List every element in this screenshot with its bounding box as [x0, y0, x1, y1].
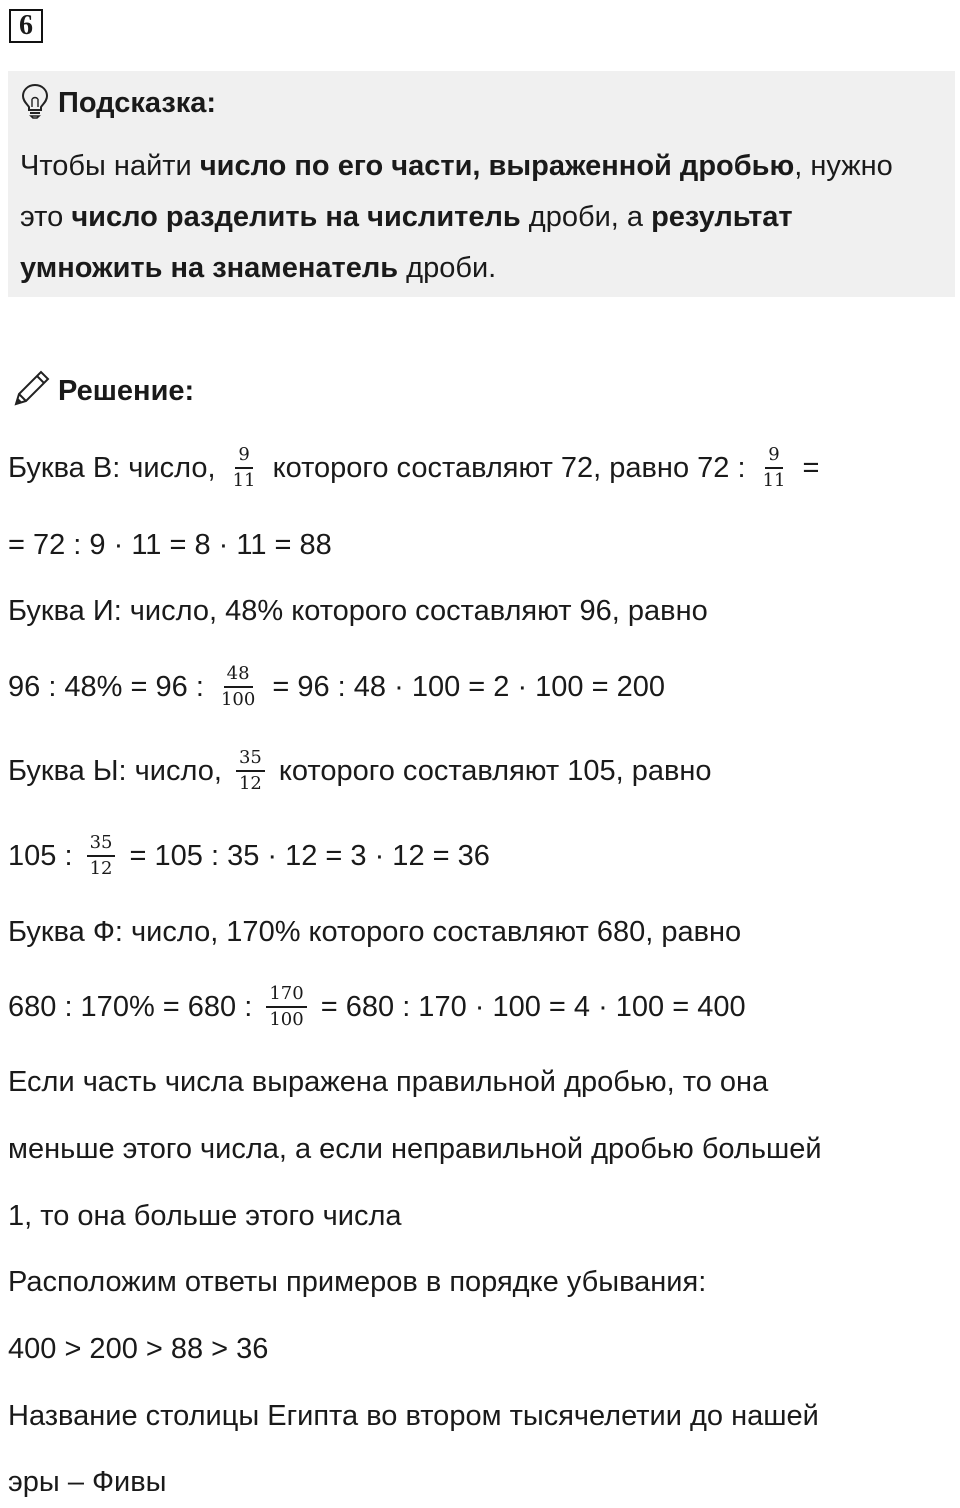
solution-line-11	[8, 1191, 402, 1241]
line-text: Расположим ответы примеров в порядке убывания:	[8, 1265, 707, 1298]
solution-line-4	[8, 662, 665, 712]
solution-line-6	[8, 831, 490, 881]
numerator: 35	[87, 833, 116, 857]
fraction	[230, 445, 259, 491]
line-text: Если часть числа выражена правильной дробью, то она	[8, 1065, 769, 1098]
fraction	[236, 748, 265, 794]
solution-line-2	[8, 520, 332, 570]
line-text: Буква Ф: число, 170% которого составляют 680, равно	[8, 915, 742, 948]
hint-header	[20, 83, 216, 124]
solution-line-13	[8, 1324, 268, 1374]
pencil-icon	[10, 368, 52, 415]
hint-text-bold: число разделить на числитель	[71, 201, 521, 233]
fraction	[266, 984, 306, 1030]
line-text: = 105 : 35 · 12 = 3 · 12 = 36	[121, 839, 490, 872]
numerator: 170	[266, 984, 306, 1008]
line-text: Буква И: число, 48% которого составляют 96, равно	[8, 594, 708, 627]
solution-line-12	[8, 1257, 706, 1307]
numerator: 35	[236, 748, 265, 772]
hint-text-bold: число по его части, выраженной дробью	[199, 150, 795, 182]
hint-text-bold: результат умножить на знаменатель	[20, 201, 793, 284]
solution-line-10	[8, 1124, 822, 1174]
line-text: 1, то она больше этого числа	[8, 1199, 402, 1232]
solution-line-5	[8, 746, 712, 796]
solution-line-8	[8, 982, 746, 1032]
hint-text-part: Чтобы найти	[20, 150, 200, 182]
line-text: меньше этого числа, а если неправильной дробью большей	[8, 1132, 822, 1165]
line-text: 96 : 48% = 96 :	[8, 670, 212, 703]
hint-text-part: дроби.	[398, 252, 497, 284]
hint-text	[20, 141, 940, 294]
hint-box	[8, 71, 955, 297]
fraction	[218, 664, 258, 710]
line-text: = 72 : 9 · 11 = 8 · 11 = 88	[8, 528, 332, 561]
hint-title: Подсказка:	[58, 87, 217, 119]
line-text: эры – Фивы	[8, 1465, 167, 1498]
line-text: 680 : 170% = 680 :	[8, 990, 261, 1023]
numerator: 48	[224, 664, 253, 688]
solution-title: Решение:	[58, 375, 195, 407]
solution-line-1	[8, 443, 819, 493]
line-text: 400 > 200 > 88 > 36	[8, 1332, 269, 1365]
line-text: которого составляют 72, равно 72 :	[264, 451, 754, 484]
numerator: 9	[235, 445, 252, 469]
line-text: 105 :	[8, 839, 81, 872]
line-text: Буква В: число,	[8, 451, 224, 484]
solution-line-14	[8, 1391, 819, 1441]
denominator: 11	[232, 470, 256, 491]
line-text: которого составляют 105, равно	[270, 754, 712, 787]
numerator: 9	[765, 445, 782, 469]
denominator: 11	[762, 470, 786, 491]
solution-header	[10, 368, 194, 415]
solution-line-9	[8, 1057, 768, 1107]
lightbulb-icon	[20, 83, 50, 124]
fraction	[87, 833, 116, 879]
line-text: Буква Ы: число,	[8, 754, 230, 787]
line-text: = 96 : 48 · 100 = 2 · 100 = 200	[264, 670, 665, 703]
hint-text-part: дроби, а	[520, 201, 652, 233]
solution-line-15	[8, 1457, 167, 1507]
task-number-box	[9, 9, 43, 43]
task-number: 6	[19, 10, 33, 41]
hint-text-part: , нужно это	[20, 150, 893, 233]
denominator: 12	[238, 773, 262, 794]
denominator: 12	[89, 858, 113, 879]
denominator: 100	[269, 1009, 304, 1030]
line-text: Название столицы Египта во втором тысячелетии до нашей	[8, 1399, 819, 1432]
fraction	[760, 445, 789, 491]
solution-line-3	[8, 586, 708, 636]
denominator: 100	[220, 689, 256, 710]
line-text: =	[794, 451, 820, 484]
solution-line-7	[8, 907, 741, 957]
line-text: = 680 : 170 · 100 = 4 · 100 = 400	[312, 990, 746, 1023]
